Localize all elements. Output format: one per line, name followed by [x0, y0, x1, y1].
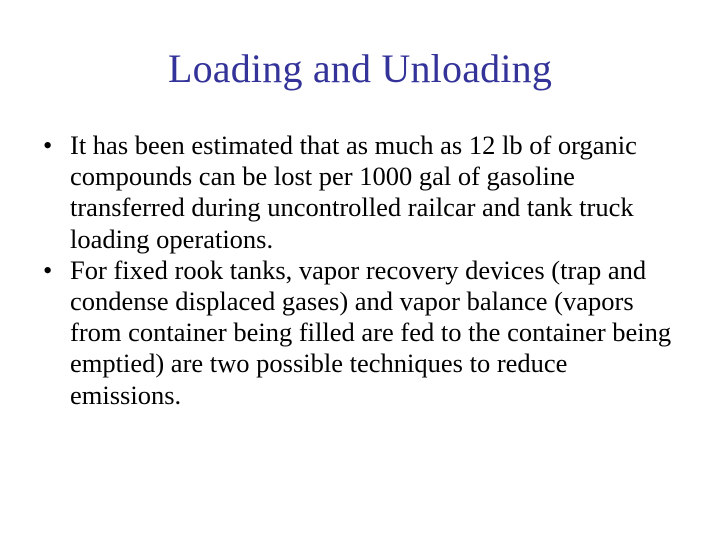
- bullet-dot-icon: •: [43, 254, 53, 285]
- bullet-text: For fixed rook tanks, vapor recovery devices (trap and condense displaced gases) and vapor balance (vapors from container being filled are fed to the container being emptied) are two possible techniques to reduce emissions.: [70, 254, 672, 410]
- bullet-item: [43, 255, 683, 411]
- bullet-dot-icon: •: [43, 130, 53, 160]
- slide-title: Loading and Unloading: [167, 46, 553, 91]
- bullet-text: It has been estimated that as much as 12 lb of organic compounds can be lost per 1000 gal of gasoline transferred during uncontrolled railcar and tank truck loading operations.: [70, 130, 637, 254]
- bullet-item: [43, 130, 683, 255]
- bullet-list: [43, 130, 683, 411]
